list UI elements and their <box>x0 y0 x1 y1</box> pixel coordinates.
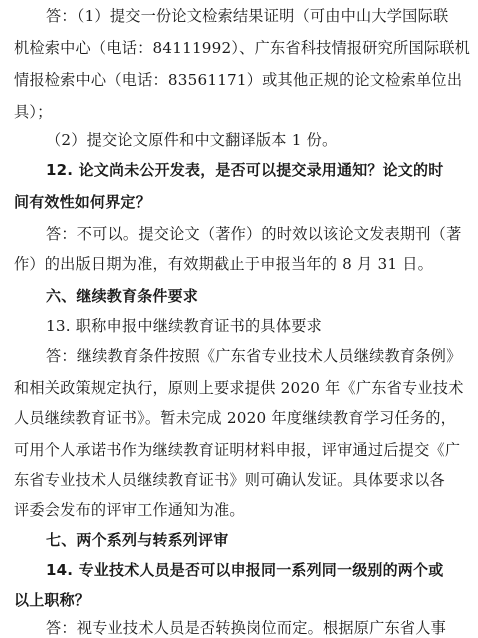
answer-13-line-6: 评委会发布的评审工作通知为准。 <box>14 501 245 519</box>
answer-11-line-2: 机检索中心（电话：84111992）、广东省科技情报研究所国际联机 <box>14 39 470 57</box>
section-7-heading: 七、两个系列与转系列评审 <box>46 531 229 549</box>
question-14-line-2: 以上职称？ <box>14 591 91 609</box>
answer-13-line-4: 可用个人承诺书作为继续教育证明材料申报，评审通过后提交《广 <box>14 441 461 459</box>
answer-13-line-5: 东省专业技术人员继续教育证书》则可确认发证。具体要求以各 <box>14 471 445 489</box>
question-12-line-2: 间有效性如何界定？ <box>14 193 151 211</box>
section-6-heading: 六、继续教育条件要求 <box>46 287 199 305</box>
question-12-line-1: 12. 论文尚未公开发表，是否可以提交录用通知？论文的时 <box>46 161 444 179</box>
answer-13-line-2: 和相关政策规定执行，原则上要求提供 2020 年《广东省专业技术 <box>14 379 464 397</box>
answer-12-line-1: 答：不可以。提交论文（著作）的时效以该论文发表期刊（著 <box>46 225 462 243</box>
answer-11-line-3: 情报检索中心（电话：83561171）或其他正规的论文检索单位出 <box>14 71 463 89</box>
answer-11-line-1: 答：（1）提交一份论文检索结果证明（可由中山大学国际联 <box>46 7 449 25</box>
question-13: 13. 职称申报中继续教育证书的具体要求 <box>46 317 322 335</box>
answer-11-line-4: 具）； <box>14 103 53 121</box>
answer-13-line-3: 人员继续教育证书》。暂未完成 2020 年度继续教育学习任务的， <box>14 409 456 427</box>
answer-14-line-1: 答：视专业技术人员是否转换岗位而定。根据原广东省人事 <box>46 619 447 637</box>
answer-13-line-1: 答：继续教育条件按照《广东省专业技术人员继续教育条例》 <box>46 347 462 365</box>
answer-11-line-5: （2）提交论文原件和中文翻译版本 1 份。 <box>46 131 338 149</box>
question-14-line-1: 14. 专业技术人员是否可以申报同一系列同一级别的两个或 <box>46 561 444 579</box>
answer-12-line-2: 作）的出版日期为准，有效期截止于申报当年的 8 月 31 日。 <box>14 255 433 273</box>
